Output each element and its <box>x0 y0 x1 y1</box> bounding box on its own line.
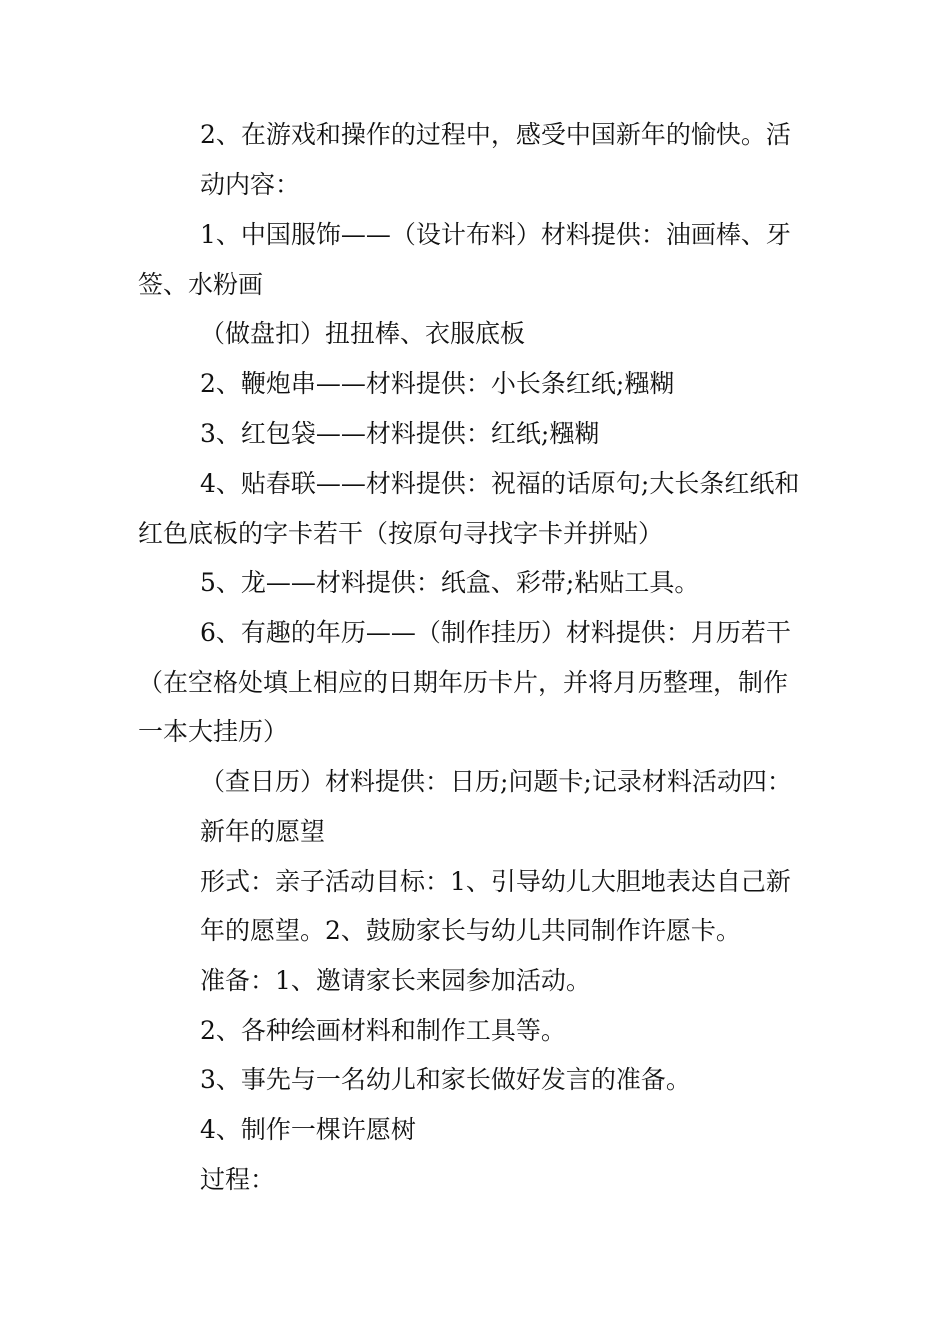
text-line: 6、有趣的年历——（制作挂历）材料提供：月历若干 <box>200 618 791 647</box>
text-line: 3、红包袋——材料提供：红纸;糨糊 <box>200 419 600 448</box>
text-line: （查日历）材料提供：日历;问题卡;记录材料活动四： <box>200 767 792 796</box>
text-line: 4、贴春联——材料提供：祝福的话原句;大长条红纸和 <box>200 469 800 498</box>
text-line: 年的愿望。2、鼓励家长与幼儿共同制作许愿卡。 <box>200 916 741 945</box>
text-line: 新年的愿望 <box>200 817 326 846</box>
text-line: 准备：1、邀请家长来园参加活动。 <box>200 966 591 995</box>
text-line: 2、在游戏和操作的过程中，感受中国新年的愉快。活 <box>200 120 791 149</box>
text-line: 2、鞭炮串——材料提供：小长条红纸;糨糊 <box>200 369 675 398</box>
text-line: 动内容： <box>200 170 301 199</box>
text-line: 5、龙——材料提供：纸盒、彩带;粘贴工具。 <box>200 568 700 597</box>
text-line: 4、制作一棵许愿树 <box>200 1115 416 1144</box>
text-line: 2、各种绘画材料和制作工具等。 <box>200 1016 566 1045</box>
text-line: 过程： <box>200 1165 276 1194</box>
text-line: 红色底板的字卡若干（按原句寻找字卡并拼贴） <box>138 519 664 548</box>
text-line: 1、中国服饰——（设计布料）材料提供：油画棒、牙 <box>200 220 791 249</box>
text-line: （在空格处填上相应的日期年历卡片，并将月历整理，制作 <box>138 668 789 697</box>
text-line: 签、水粉画 <box>138 270 264 299</box>
text-line: （做盘扣）扭扭棒、衣服底板 <box>200 319 526 348</box>
text-line: 一本大挂历） <box>138 717 289 746</box>
text-line: 形式：亲子活动目标：1、引导幼儿大胆地表达自己新 <box>200 867 791 896</box>
text-line: 3、事先与一名幼儿和家长做好发言的准备。 <box>200 1065 691 1094</box>
